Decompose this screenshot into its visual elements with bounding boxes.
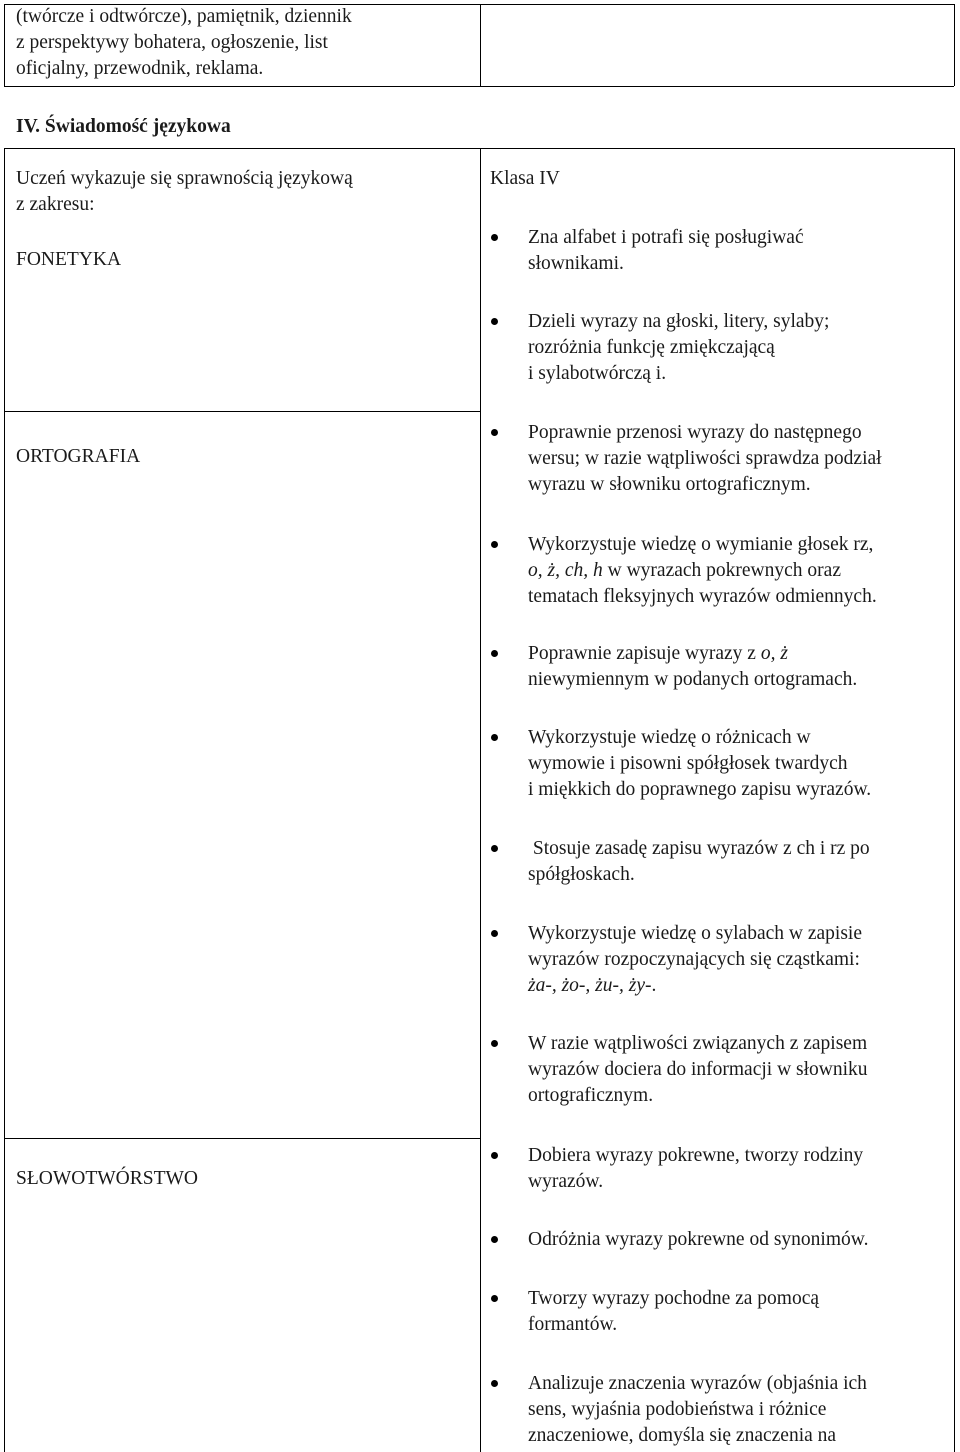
item-line: wyrazów. <box>528 1171 604 1192</box>
bullet-icon <box>491 1380 498 1387</box>
item-line: tematach fleksyjnych wyrazów odmiennych. <box>528 586 877 607</box>
item-italic: ża-, żo-, żu-, ży- <box>528 975 652 996</box>
item-line: Wykorzystuje wiedzę o sylabach w zapisie <box>528 923 862 944</box>
bullet-icon <box>491 845 498 852</box>
item-line: rozróżnia funkcję zmiękczającą <box>528 337 775 358</box>
item-line: Wykorzystuje wiedzę o różnicach w <box>528 727 811 748</box>
item-line: i sylabotwórczą i. <box>528 363 667 384</box>
item-line: Analizuje znaczenia wyrazów (objaśnia ich <box>528 1373 867 1394</box>
mid-border-bottom <box>480 148 481 1452</box>
item-line: wyrazów dociera do informacji w słowniku <box>528 1059 868 1080</box>
intro-line-2: z zakresu: <box>16 194 95 215</box>
right-border-top <box>954 4 955 86</box>
item-line: wymowie i pisowni spółgłosek twardych <box>528 753 848 774</box>
top-row-line-2: z perspektywy bohatera, ogłoszenie, list <box>16 32 328 53</box>
item-line: Tworzy wyrazy pochodne za pomocą <box>528 1288 820 1309</box>
item-text: w wyrazach pokrewnych oraz <box>602 560 841 581</box>
item-line-mixed <box>528 641 788 667</box>
item-line: Odróżnia wyrazy pokrewne od synonimów. <box>528 1229 869 1250</box>
fonetyka-label: FONETYKA <box>16 249 122 270</box>
bullet-icon <box>491 429 498 436</box>
item-line: Zna alfabet i potrafi się posługiwać <box>528 227 804 248</box>
right-border-bottom <box>954 148 955 1452</box>
klasa-label: Klasa IV <box>490 168 560 189</box>
item-line: niewymiennym w podanych ortogramach. <box>528 669 858 690</box>
slowotworstwo-label: SŁOWOTWÓRSTWO <box>16 1168 198 1189</box>
top-row-line-3: oficjalny, przewodnik, reklama. <box>16 58 264 79</box>
bullet-icon <box>491 541 498 548</box>
mid-border-top <box>480 4 481 86</box>
section-heading: IV. Świadomość językowa <box>16 116 231 137</box>
left-border-top <box>4 4 5 86</box>
item-italic: o, ż <box>760 643 788 664</box>
item-line-mixed <box>528 558 841 584</box>
item-line: wyrazów rozpoczynających się cząstkami: <box>528 949 860 970</box>
item-line: sens, wyjaśnia podobieństwa i różnice <box>528 1399 827 1420</box>
bullet-icon <box>491 930 498 937</box>
left-border-bottom <box>4 148 5 1452</box>
top-row-line-1: (twórcze i odtwórcze), pamiętnik, dziennik <box>16 6 352 27</box>
bullet-icon <box>491 1152 498 1159</box>
bullet-icon <box>491 1236 498 1243</box>
item-line: Stosuje zasadę zapisu wyrazów z ch i rz po <box>528 838 870 859</box>
bullet-icon <box>491 318 498 325</box>
intro-line-1: Uczeń wykazuje się sprawnością językową <box>16 168 353 189</box>
item-italic: o, ż, ch, h <box>528 560 603 581</box>
item-line: W razie wątpliwości związanych z zapisem <box>528 1033 868 1054</box>
row-divider-heading <box>4 148 954 149</box>
item-line: słownikami. <box>528 253 624 274</box>
item-line: wyrazu w słowniku ortograficznym. <box>528 474 811 495</box>
row-divider-top <box>4 86 954 87</box>
item-line: znaczeniowe, domyśla się znaczenia na <box>528 1425 837 1446</box>
item-line: Dzieli wyrazy na głoski, litery, sylaby; <box>528 311 830 332</box>
row-divider-left-slowotworstwo <box>4 1138 480 1139</box>
item-line: wersu; w razie wątpliwości sprawdza podział <box>528 448 882 469</box>
item-line: ortograficznym. <box>528 1085 654 1106</box>
row-divider-left-ortografia <box>4 411 480 412</box>
bullet-icon <box>491 1040 498 1047</box>
item-line-mixed <box>528 973 656 999</box>
item-line: i miękkich do poprawnego zapisu wyrazów. <box>528 779 872 800</box>
item-line: Dobiera wyrazy pokrewne, tworzy rodziny <box>528 1145 864 1166</box>
ortografia-label: ORTOGRAFIA <box>16 446 141 467</box>
bullet-icon <box>491 734 498 741</box>
bullet-icon <box>491 1295 498 1302</box>
item-line: Wykorzystuje wiedzę o wymianie głosek rz, <box>528 534 874 555</box>
item-text: Poprawnie zapisuje wyrazy z <box>528 643 761 664</box>
bullet-icon <box>491 234 498 241</box>
bullet-icon <box>491 650 498 657</box>
item-text: . <box>651 975 657 996</box>
item-line: spółgłoskach. <box>528 864 635 885</box>
item-line: formantów. <box>528 1314 618 1335</box>
item-line: Poprawnie przenosi wyrazy do następnego <box>528 422 862 443</box>
